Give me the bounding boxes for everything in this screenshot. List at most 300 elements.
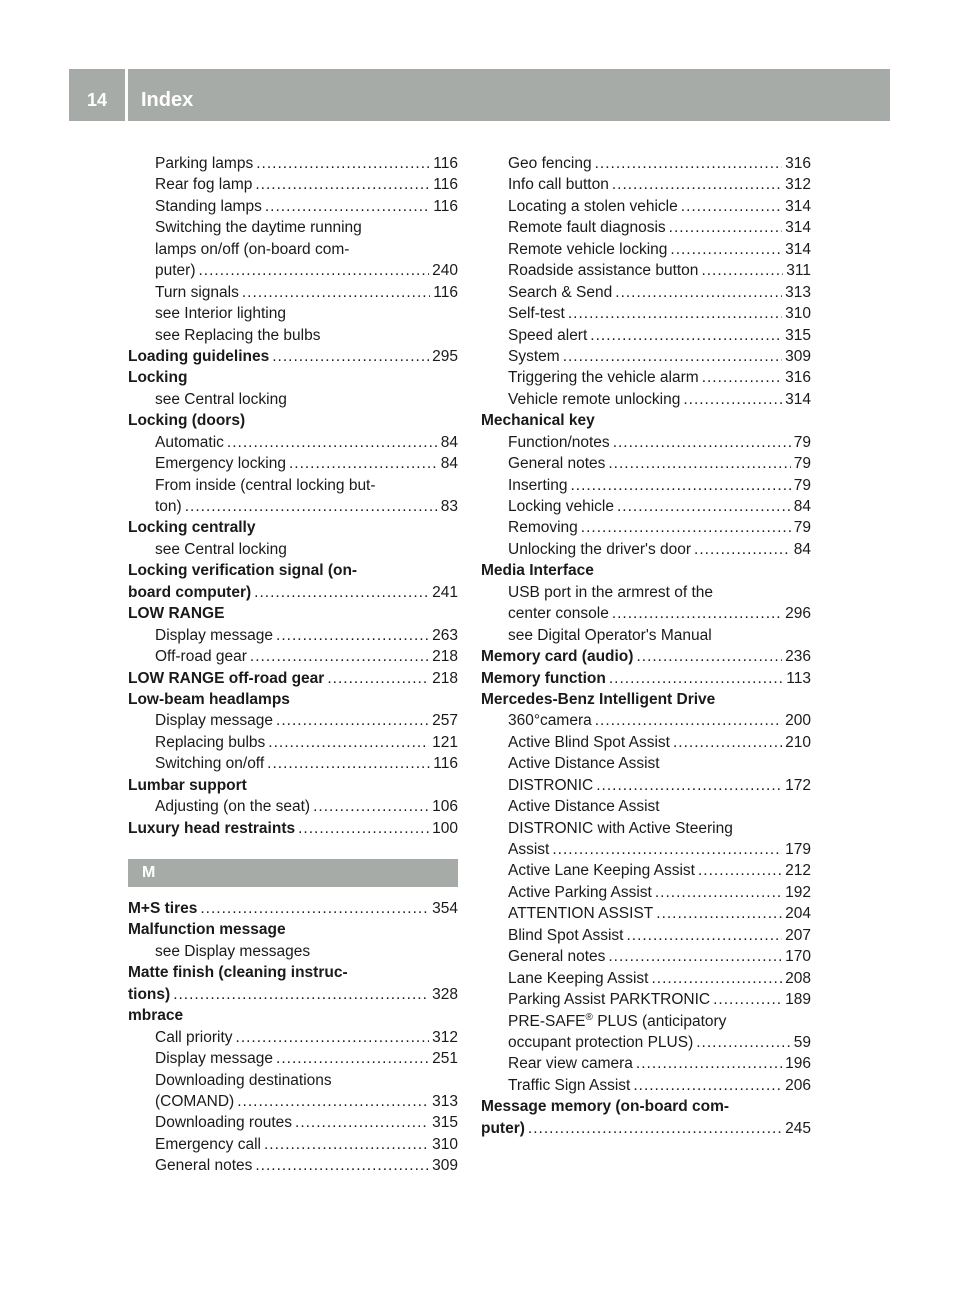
page-reference: 296 (785, 605, 811, 623)
index-subentry (481, 989, 811, 1010)
index-entry (128, 603, 458, 624)
index-subentry (128, 941, 458, 962)
leader-dots (613, 432, 791, 453)
page-reference: 192 (785, 883, 811, 901)
index-subentry (128, 260, 458, 281)
entry-text: Locking (doors) (128, 412, 246, 430)
entry-text: Active Distance Assist (508, 755, 660, 773)
entry-text: Mercedes-Benz Intelligent Drive (481, 690, 716, 708)
entry-text: Locking (128, 369, 188, 387)
page-reference: 116 (433, 197, 458, 215)
index-subentry (481, 325, 811, 346)
index-subentry (128, 1091, 458, 1112)
index-subentry (128, 432, 458, 453)
entry-text: PRE-SAFE® PLUS (anticipatory (508, 1011, 727, 1030)
index-entry (128, 775, 458, 796)
leader-dots (173, 984, 429, 1005)
leader-dots (254, 582, 429, 603)
index-entry (128, 919, 458, 940)
page-reference: 313 (785, 283, 811, 301)
entry-text: Automatic (155, 433, 224, 451)
leader-dots (568, 303, 782, 324)
entry-text: Replacing bulbs (155, 733, 266, 751)
leader-dots (185, 496, 438, 517)
index-subentry (128, 625, 458, 646)
entry-text: puter) (155, 262, 196, 280)
entry-text: Low-beam headlamps (128, 690, 290, 708)
leader-dots (327, 668, 429, 689)
page-reference: 212 (785, 862, 811, 880)
entry-text: Traffic Sign Assist (508, 1076, 631, 1094)
entry-text: Display message (155, 1050, 274, 1068)
index-subentry (481, 968, 811, 989)
index-subentry (481, 625, 811, 646)
index-list-right (481, 153, 811, 1139)
index-subentry (481, 603, 811, 624)
leader-dots (236, 1027, 430, 1048)
entry-text: Active Distance Assist (508, 798, 660, 816)
entry-text: see Central locking (155, 540, 287, 558)
entry-text: From inside (central locking but- (155, 476, 376, 494)
leader-dots (636, 646, 782, 667)
page-reference: 100 (432, 819, 458, 837)
index-entry (128, 346, 458, 367)
index-subentry (481, 796, 811, 817)
index-entry (128, 689, 458, 710)
leader-dots (255, 174, 430, 195)
entry-text: Turn signals (155, 283, 239, 301)
entry-text: see Central locking (155, 390, 287, 408)
index-subentry (481, 839, 811, 860)
leader-dots (250, 646, 429, 667)
entry-text: tions) (128, 985, 171, 1003)
leader-dots (626, 925, 782, 946)
entry-text: Blind Spot Assist (508, 926, 624, 944)
index-entry (128, 560, 458, 581)
leader-dots (267, 753, 430, 774)
leader-dots (698, 860, 782, 881)
index-entry (128, 582, 458, 603)
entry-text: Active Blind Spot Assist (508, 733, 670, 751)
leader-dots (608, 453, 790, 474)
page-reference: 106 (432, 798, 458, 816)
entry-text: General notes (508, 948, 606, 966)
index-subentry (128, 646, 458, 667)
leader-dots (590, 325, 782, 346)
page-reference: 240 (432, 262, 458, 280)
entry-text: Standing lamps (155, 197, 262, 215)
index-entry (481, 1096, 811, 1117)
index-subentry (481, 174, 811, 195)
entry-text: Assist (508, 841, 550, 858)
entry-text: Parking Assist PARKTRONIC (508, 991, 711, 1009)
index-entry (128, 898, 458, 919)
entry-text: Parking lamps (155, 155, 254, 172)
page-reference: 206 (785, 1076, 811, 1094)
entry-text: Geo fencing (508, 155, 592, 172)
index-subentry (481, 453, 811, 474)
entry-text: Rear fog lamp (155, 176, 253, 194)
leader-dots (265, 196, 430, 217)
index-entry (481, 668, 811, 689)
entry-text: lamps on/off (on-board com- (155, 240, 350, 258)
page-reference: 241 (432, 583, 458, 601)
index-entry (128, 410, 458, 431)
leader-dots (636, 1053, 782, 1074)
entry-text: Search & Send (508, 283, 613, 301)
leader-dots (581, 517, 791, 538)
entry-text: System (508, 347, 560, 365)
index-subentry (481, 367, 811, 388)
index-entry (481, 560, 811, 581)
entry-text: USB port in the armrest of the (508, 583, 714, 601)
leader-dots (528, 1118, 782, 1139)
page-reference: 210 (785, 733, 811, 751)
page-reference: 179 (785, 841, 811, 858)
index-entry (128, 962, 458, 983)
entry-text: Adjusting (on the seat) (155, 798, 311, 816)
leader-dots (237, 1091, 429, 1112)
page-reference: 313 (432, 1092, 458, 1110)
index-subentry (481, 517, 811, 538)
page-reference: 84 (793, 540, 811, 558)
entry-text: mbrace (128, 1007, 184, 1025)
entry-text: Speed alert (508, 326, 588, 344)
index-entry (128, 1005, 458, 1026)
entry-text: occupant protection PLUS) (508, 1033, 694, 1051)
index-entry (481, 646, 811, 667)
entry-text: Downloading destinations (155, 1071, 332, 1089)
entry-text: ton) (155, 498, 182, 515)
leader-dots (199, 260, 430, 281)
index-subentry (481, 925, 811, 946)
entry-text: LOW RANGE (128, 605, 225, 623)
leader-dots (552, 839, 782, 860)
registered-mark: ® (585, 1011, 593, 1023)
page-reference: 218 (432, 669, 458, 687)
index-subentry (128, 710, 458, 731)
index-subentry (128, 325, 458, 346)
index-subentry (481, 282, 811, 303)
leader-dots (200, 898, 429, 919)
index-subentry (481, 775, 811, 796)
entry-text: Matte finish (cleaning instruc- (128, 964, 348, 982)
page-reference: 316 (785, 155, 811, 172)
entry-text: see Interior lighting (155, 305, 286, 323)
index-entry (128, 818, 458, 839)
page-reference: 251 (432, 1050, 458, 1068)
page-reference: 314 (785, 197, 811, 215)
leader-dots (596, 775, 782, 796)
entry-text: Loading guidelines (128, 347, 270, 365)
page-reference: 204 (785, 905, 811, 923)
entry-text: Media Interface (481, 562, 594, 580)
index-subentry (481, 239, 811, 260)
entry-text: Memory function (481, 669, 606, 687)
leader-dots (683, 389, 782, 410)
leader-dots (612, 603, 782, 624)
leader-dots (563, 346, 782, 367)
page-reference: 84 (440, 433, 458, 451)
entry-text: DISTRONIC with Active Steering (508, 819, 733, 837)
leader-dots (242, 282, 430, 303)
index-subentry (128, 1134, 458, 1155)
leader-dots (595, 153, 783, 174)
page-reference: 170 (785, 948, 811, 966)
leader-dots (609, 668, 783, 689)
page-reference: 354 (432, 900, 458, 917)
index-subentry (128, 453, 458, 474)
index-subentry (481, 860, 811, 881)
entry-text: (COMAND) (155, 1092, 235, 1110)
page-number: 14 (86, 90, 108, 110)
entry-text: Malfunction message (128, 921, 286, 939)
entry-text: Vehicle remote unlocking (508, 390, 681, 408)
entry-text: ATTENTION ASSIST (508, 905, 654, 923)
entry-text: Display message (155, 626, 274, 644)
index-subentry (481, 260, 811, 281)
index-subentry (128, 796, 458, 817)
leader-dots (276, 625, 429, 646)
index-entry (481, 1118, 811, 1139)
entry-text: Emergency locking (155, 455, 286, 473)
page-reference: 121 (432, 733, 458, 751)
page-reference: 257 (432, 712, 458, 730)
page-reference: 312 (785, 176, 811, 194)
leader-dots (669, 217, 782, 238)
leader-dots (255, 1155, 429, 1176)
index-subentry (128, 539, 458, 560)
index-subentry (481, 475, 811, 496)
entry-text: Emergency call (155, 1135, 261, 1153)
leader-dots (595, 710, 782, 731)
index-column-left (128, 153, 458, 1177)
leader-dots (696, 1032, 791, 1053)
index-subentry (481, 882, 811, 903)
entry-text: General notes (155, 1157, 253, 1175)
page-reference: 315 (432, 1114, 458, 1132)
leader-dots (256, 153, 430, 174)
entry-text: Function/notes (508, 433, 610, 451)
leader-dots (617, 496, 791, 517)
page-reference: 116 (433, 283, 458, 301)
index-subentry (481, 946, 811, 967)
page-reference: 314 (785, 240, 811, 258)
page-reference: 79 (793, 476, 811, 494)
page-reference: 79 (793, 455, 811, 473)
index-subentry (128, 217, 458, 238)
page-reference: 236 (785, 648, 811, 666)
index-subentry (481, 753, 811, 774)
page-reference: 314 (785, 390, 811, 408)
leader-dots (227, 432, 438, 453)
entry-text: Downloading routes (155, 1114, 293, 1132)
leader-dots (656, 903, 782, 924)
leader-dots (651, 968, 782, 989)
index-subentry (481, 432, 811, 453)
entry-text: Switching the daytime running (155, 219, 362, 237)
leader-dots (694, 539, 791, 560)
leader-dots (298, 818, 429, 839)
entry-text: DISTRONIC (508, 776, 594, 794)
entry-text: Inserting (508, 476, 568, 494)
index-subentry (128, 389, 458, 410)
page-reference: 311 (786, 262, 811, 280)
index-entry (481, 689, 811, 710)
entry-text: Self-test (508, 305, 565, 323)
index-subentry (481, 496, 811, 517)
page-reference: 116 (433, 176, 458, 194)
entry-text: puter) (481, 1119, 525, 1137)
entry-text: Locking vehicle (508, 498, 614, 515)
entry-text: center console (508, 605, 609, 623)
index-subentry (128, 1048, 458, 1069)
entry-text: LOW RANGE off-road gear (128, 669, 325, 687)
entry-text: Locating a stolen vehicle (508, 197, 678, 215)
entry-text: M+S tires (128, 900, 198, 917)
index-subentry (481, 196, 811, 217)
leader-dots (276, 1048, 429, 1069)
index-column-right (481, 153, 811, 1139)
page-title: Index (141, 89, 194, 111)
index-subentry (481, 153, 811, 174)
leader-dots (655, 882, 782, 903)
entry-text: Removing (508, 519, 578, 537)
index-subentry (128, 475, 458, 496)
page-reference: 310 (785, 305, 811, 323)
page-reference: 309 (432, 1157, 458, 1175)
index-subentry (481, 732, 811, 753)
index-entry (128, 367, 458, 388)
leader-dots (701, 260, 783, 281)
entry-text: Luxury head restraints (128, 819, 296, 837)
index-subentry (128, 282, 458, 303)
section-heading-m: M (128, 859, 458, 887)
index-subentry (128, 1112, 458, 1133)
index-subentry (128, 196, 458, 217)
leader-dots (272, 346, 429, 367)
index-subentry (128, 174, 458, 195)
leader-dots (608, 946, 782, 967)
page-reference: 79 (793, 433, 811, 451)
entry-text: Display message (155, 712, 274, 730)
entry-text: see Replacing the bulbs (155, 326, 321, 344)
index-entry (128, 984, 458, 1005)
leader-dots (313, 796, 429, 817)
page-reference: 84 (440, 455, 458, 473)
page-reference: 207 (785, 926, 811, 944)
index-subentry (481, 1053, 811, 1074)
index-subentry (481, 346, 811, 367)
leader-dots (295, 1112, 429, 1133)
index-subentry (128, 239, 458, 260)
entry-text: Locking centrally (128, 519, 256, 537)
page-reference: 83 (440, 498, 458, 515)
page-reference: 113 (786, 669, 811, 687)
index-entry (128, 517, 458, 538)
entry-text: Active Parking Assist (508, 883, 652, 901)
entry-text: Active Lane Keeping Assist (508, 862, 695, 880)
index-subentry (128, 753, 458, 774)
leader-dots (702, 367, 782, 388)
index-entry (128, 668, 458, 689)
entry-text: Call priority (155, 1028, 233, 1046)
page-reference: 309 (785, 347, 811, 365)
leader-dots (633, 1075, 782, 1096)
leader-dots (264, 1134, 429, 1155)
entry-text: Rear view camera (508, 1055, 633, 1073)
entry-text: Off-road gear (155, 648, 247, 666)
index-subentry (481, 539, 811, 560)
page-reference: 218 (432, 648, 458, 666)
index-subentry (128, 496, 458, 517)
entry-text: 360°camera (508, 712, 592, 730)
entry-text: Message memory (on-board com- (481, 1098, 730, 1116)
page-reference: 312 (432, 1028, 458, 1046)
index-list-left-top (128, 153, 458, 839)
index-subentry (128, 1027, 458, 1048)
leader-dots (268, 732, 429, 753)
index-subentry (481, 1032, 811, 1053)
leader-dots (570, 475, 790, 496)
header-divider (125, 69, 128, 121)
index-subentry (481, 903, 811, 924)
page-reference: 172 (785, 776, 811, 794)
page-reference: 310 (432, 1135, 458, 1153)
entry-text: board computer) (128, 583, 252, 601)
page-reference: 328 (432, 985, 458, 1003)
index-subentry (128, 1070, 458, 1091)
page-reference: 295 (432, 347, 458, 365)
entry-text: Info call button (508, 176, 609, 194)
entry-text: Unlocking the driver's door (508, 540, 692, 558)
page-reference: 316 (785, 369, 811, 387)
entry-text: Switching on/off (155, 755, 265, 773)
entry-text: Remote fault diagnosis (508, 219, 666, 237)
index-entry (481, 410, 811, 431)
leader-dots (276, 710, 429, 731)
page-reference: 116 (433, 155, 458, 172)
page-reference: 315 (785, 326, 811, 344)
page-reference: 314 (785, 219, 811, 237)
leader-dots (612, 174, 782, 195)
entry-text: Memory card (audio) (481, 648, 634, 666)
index-subentry (128, 303, 458, 324)
leader-dots (289, 453, 438, 474)
entry-text: Locking verification signal (on- (128, 562, 358, 580)
index-subentry (481, 217, 811, 238)
page-reference: 79 (793, 519, 811, 537)
index-subentry (481, 303, 811, 324)
page-reference: 116 (433, 755, 458, 773)
leader-dots (670, 239, 782, 260)
entry-text: General notes (508, 455, 606, 473)
page-reference: 200 (785, 712, 811, 730)
leader-dots (681, 196, 782, 217)
page-reference: 245 (785, 1119, 811, 1137)
index-subentry (128, 153, 458, 174)
index-subentry (128, 1155, 458, 1176)
page-reference: 263 (432, 626, 458, 644)
index-subentry (481, 1011, 811, 1032)
page-reference: 196 (785, 1055, 811, 1073)
entry-text: Remote vehicle locking (508, 240, 668, 258)
index-subentry (481, 582, 811, 603)
index-subentry (481, 710, 811, 731)
leader-dots (673, 732, 782, 753)
entry-text: see Display messages (155, 942, 311, 960)
index-subentry (481, 1075, 811, 1096)
